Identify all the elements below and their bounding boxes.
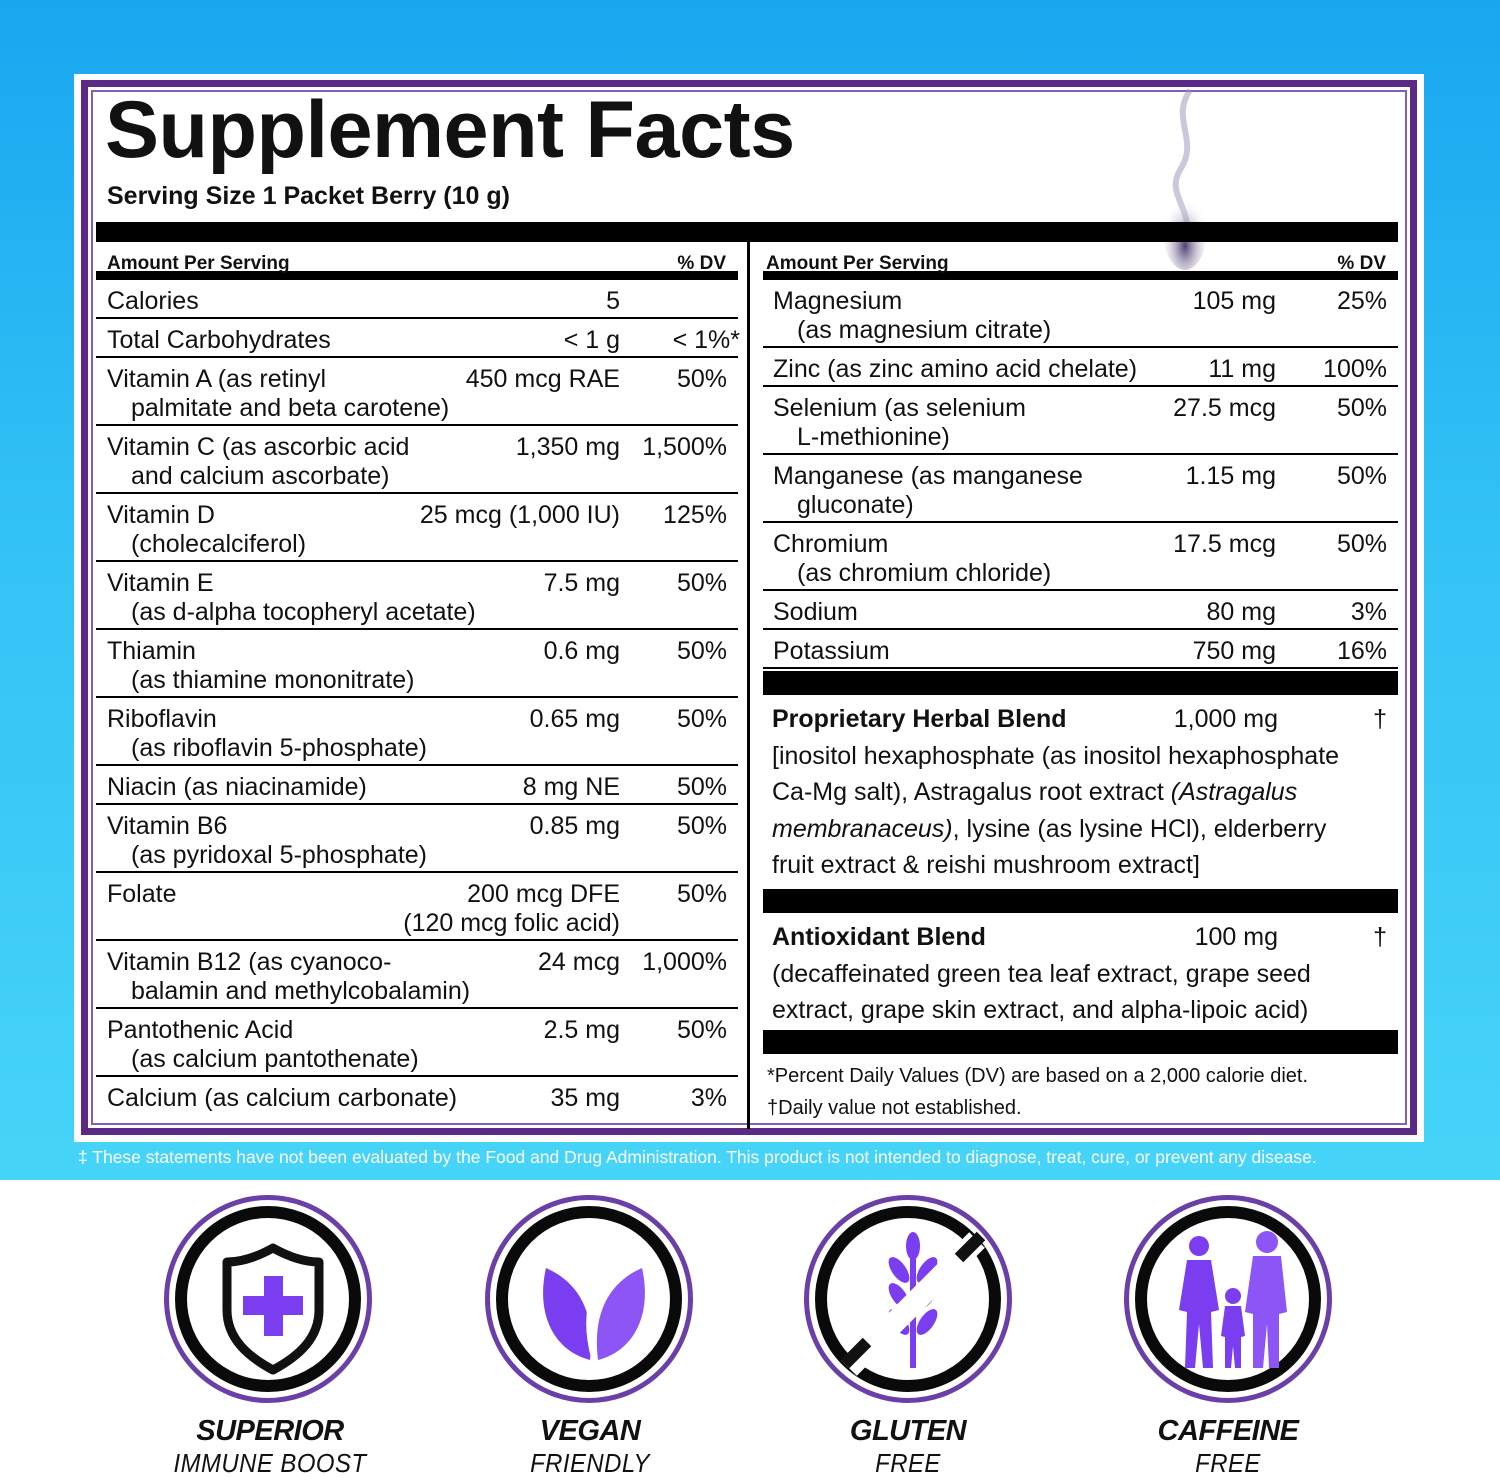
nutrient-name: Total Carbohydrates [107, 326, 331, 354]
nutrient-row [96, 562, 738, 630]
blend-amount: 1,000 mg [1173, 705, 1278, 733]
nutrient-row [96, 426, 738, 494]
nutrient-row [96, 494, 738, 562]
badge-title: GLUTEN [849, 1415, 967, 1447]
badge-label-gluten [758, 1415, 1058, 1478]
nutrient-source: (as calcium pantothenate) [131, 1045, 419, 1073]
mineral-row [763, 387, 1398, 455]
nutrient-dv: 1,000% [642, 948, 727, 976]
nutrient-amount: 7.5 mg [543, 569, 620, 597]
mineral-amount: 105 mg [1192, 287, 1276, 315]
nutrient-name: Calories [107, 287, 199, 315]
column-divider [747, 242, 750, 1129]
nutrient-dv: 1,500% [642, 433, 727, 461]
dagger-mark: † [1373, 705, 1387, 733]
mineral-dv: 50% [1336, 462, 1387, 490]
blend-ingredients-part: , lysine (as lysine HCl), elderberry fruit extract & reishi mushroom extract] [772, 814, 1327, 879]
mineral-amount: 750 mg [1192, 637, 1276, 665]
leaf-icon [490, 1200, 698, 1408]
left-header [96, 242, 738, 280]
dagger-mark: † [1373, 923, 1387, 951]
mineral-amount: 1.15 mg [1185, 462, 1276, 490]
section-bar [763, 1030, 1398, 1054]
mineral-dv: 50% [1336, 394, 1387, 422]
mineral-amount: 27.5 mcg [1173, 394, 1276, 422]
badge-title: CAFFEINE [1157, 1415, 1299, 1447]
badge-title: SUPERIOR [196, 1415, 344, 1447]
nutrient-name: Vitamin E [107, 569, 214, 597]
blend-ingredients-part: [inositol hexaphosphate (as inositol hexaphosphate Ca-Mg salt), Astragalus root extract [772, 741, 1340, 806]
dv-label: % DV [677, 253, 726, 274]
nutrient-amount: < 1 g [563, 326, 620, 354]
right-column [763, 242, 1398, 1124]
nutrient-amount: 25 mcg (1,000 IU) [419, 501, 620, 529]
badge-subtitle: IMMUNE BOOST [173, 1448, 367, 1478]
badge-caffeine [1124, 1195, 1332, 1403]
family-icon [1129, 1200, 1337, 1408]
mineral-row [763, 630, 1398, 669]
section-bar [763, 671, 1398, 695]
nutrient-dv: 50% [676, 569, 727, 597]
badge-subtitle: FREE [1195, 1448, 1261, 1478]
nutrient-name: Riboflavin [107, 705, 217, 733]
nutrient-source: (as thiamine mononitrate) [131, 666, 415, 694]
nutrient-row [96, 358, 738, 426]
badge-vegan [485, 1195, 693, 1403]
mineral-name: Magnesium [773, 287, 903, 315]
nutrient-name: Calcium (as calcium carbonate) [107, 1084, 458, 1112]
nutrient-dv: 50% [676, 637, 727, 665]
mineral-amount: 11 mg [1208, 355, 1276, 383]
nutrient-row [96, 319, 738, 358]
antioxidant-blend [763, 913, 1398, 1030]
nutrient-row [96, 630, 738, 698]
herbal-blend [763, 695, 1398, 881]
nutrient-dv: 125% [663, 501, 727, 529]
nutrient-dv: 50% [676, 880, 727, 908]
nutrient-source: and calcium ascorbate) [131, 462, 390, 490]
badge-subtitle: FREE [875, 1448, 941, 1478]
nutrient-name: Vitamin B12 (as cyanoco- [107, 948, 392, 976]
nutrient-name: Pantothenic Acid [107, 1016, 294, 1044]
section-bar [763, 889, 1398, 913]
mineral-amount: 80 mg [1206, 598, 1276, 626]
nutrient-dv: 50% [676, 773, 727, 801]
nutrient-source: balamin and methylcobalamin) [131, 977, 471, 1005]
badge-immune [164, 1195, 372, 1403]
blend-name: Proprietary Herbal Blend [772, 705, 1067, 733]
fda-disclaimer: ‡ These statements have not been evaluated by the Food and Drug Administration. This product is not intended to diagnose, treat, cure, or prevent any disease. [78, 1147, 1317, 1167]
mineral-name: Chromium [773, 530, 889, 558]
mineral-row [763, 523, 1398, 591]
amount-per-serving-label: Amount Per Serving [107, 253, 290, 274]
nutrient-name: Niacin (as niacinamide) [107, 773, 367, 801]
nutrient-amount: 450 mcg RAE [465, 365, 620, 393]
mineral-source: L-methionine) [797, 423, 950, 451]
nutrient-row [96, 805, 738, 873]
nutrient-name: Vitamin B6 [107, 812, 228, 840]
mineral-dv: 16% [1336, 637, 1387, 665]
nutrient-source: (as d-alpha tocopheryl acetate) [131, 598, 476, 626]
nutrient-dv: 50% [676, 705, 727, 733]
nutrient-source: (cholecalciferol) [131, 530, 307, 558]
mineral-name: Sodium [773, 598, 858, 626]
mineral-source: gluconate) [797, 491, 914, 519]
mineral-amount: 17.5 mcg [1173, 530, 1276, 558]
nutrient-row [96, 1009, 738, 1077]
badge-label-immune [120, 1415, 420, 1478]
left-column [96, 242, 738, 1116]
dagger-footnote: †Daily value not established. [767, 1097, 1022, 1119]
mineral-dv: 3% [1350, 598, 1387, 626]
mineral-name: Potassium [773, 637, 890, 665]
mineral-row [763, 348, 1398, 387]
badge-title: VEGAN [539, 1415, 641, 1447]
nutrient-amount: 0.85 mg [529, 812, 620, 840]
nutrient-name: Vitamin C (as ascorbic acid [107, 433, 410, 461]
dv-label: % DV [1337, 253, 1386, 274]
nutrient-dv: 3% [690, 1084, 727, 1112]
nutrient-source: (as pyridoxal 5-phosphate) [131, 841, 427, 869]
nutrient-amount: 2.5 mg [543, 1016, 620, 1044]
nutrient-row [96, 1077, 738, 1116]
badge-label-caffeine [1078, 1415, 1378, 1478]
nutrient-dv: 50% [676, 812, 727, 840]
nutrient-name: Folate [107, 880, 177, 908]
mineral-row [763, 591, 1398, 630]
mineral-dv: 50% [1336, 530, 1387, 558]
nutrient-source: (as riboflavin 5-phosphate) [131, 734, 427, 762]
shield-plus-icon [169, 1200, 377, 1408]
mineral-name: Zinc (as zinc amino acid chelate) [773, 355, 1138, 383]
page-title: Supplement Facts [105, 85, 795, 175]
mineral-source: (as magnesium citrate) [797, 316, 1052, 344]
mineral-row [763, 455, 1398, 523]
nutrient-name: Thiamin [107, 637, 196, 665]
wheat-icon [809, 1200, 1017, 1408]
nutrient-dv: 50% [676, 365, 727, 393]
mineral-row [763, 280, 1398, 348]
divider-bar [96, 222, 1398, 242]
badge-subtitle: FRIENDLY [530, 1448, 650, 1478]
badge-label-vegan [440, 1415, 740, 1478]
nutrient-row [96, 280, 738, 319]
nutrient-row [96, 766, 738, 805]
nutrient-row [96, 941, 738, 1009]
nutrient-amount-detail: (120 mcg folic acid) [403, 909, 620, 937]
badge-gluten [804, 1195, 1012, 1403]
nutrient-amount: 35 mg [550, 1084, 620, 1112]
amount-per-serving-label: Amount Per Serving [766, 253, 949, 274]
nutrient-amount: 8 mg NE [522, 773, 620, 801]
nutrient-dv: 50% [676, 1016, 727, 1044]
nutrient-dv: < 1%* [672, 326, 740, 354]
mineral-name: Selenium (as selenium [773, 394, 1026, 422]
nutrient-source: palmitate and beta carotene) [131, 394, 450, 422]
nutrient-amount: 0.6 mg [543, 637, 620, 665]
mineral-dv: 100% [1323, 355, 1387, 383]
blend-ingredients-latin: (Astragalus membranaceus) [772, 778, 1298, 843]
nutrient-amount: 5 [606, 287, 620, 315]
nutrient-amount: 1,350 mg [515, 433, 620, 461]
blend-ingredients [772, 738, 1398, 884]
mineral-source: (as chromium chloride) [797, 559, 1052, 587]
nutrient-row [96, 873, 738, 941]
serving-size: Serving Size 1 Packet Berry (10 g) [107, 182, 510, 210]
nutrient-amount: 0.65 mg [529, 705, 620, 733]
blend-ingredients: (decaffeinated green tea leaf extract, grape seed extract, grape skin extract, and alpha-lipoic acid) [772, 959, 1311, 1024]
nutrient-name: Vitamin D [107, 501, 215, 529]
mineral-name: Manganese (as manganese [773, 462, 1083, 490]
right-header [763, 242, 1398, 280]
nutrient-name: Vitamin A (as retinyl [107, 365, 327, 393]
blend-name: Antioxidant Blend [772, 923, 986, 951]
nutrient-amount: 200 mcg DFE [467, 880, 620, 908]
nutrient-amount: 24 mcg [538, 948, 620, 976]
blend-amount: 100 mg [1194, 923, 1278, 951]
mineral-dv: 25% [1336, 287, 1387, 315]
dv-footnote: *Percent Daily Values (DV) are based on a 2,000 calorie diet. [767, 1065, 1309, 1087]
nutrient-row [96, 698, 738, 766]
